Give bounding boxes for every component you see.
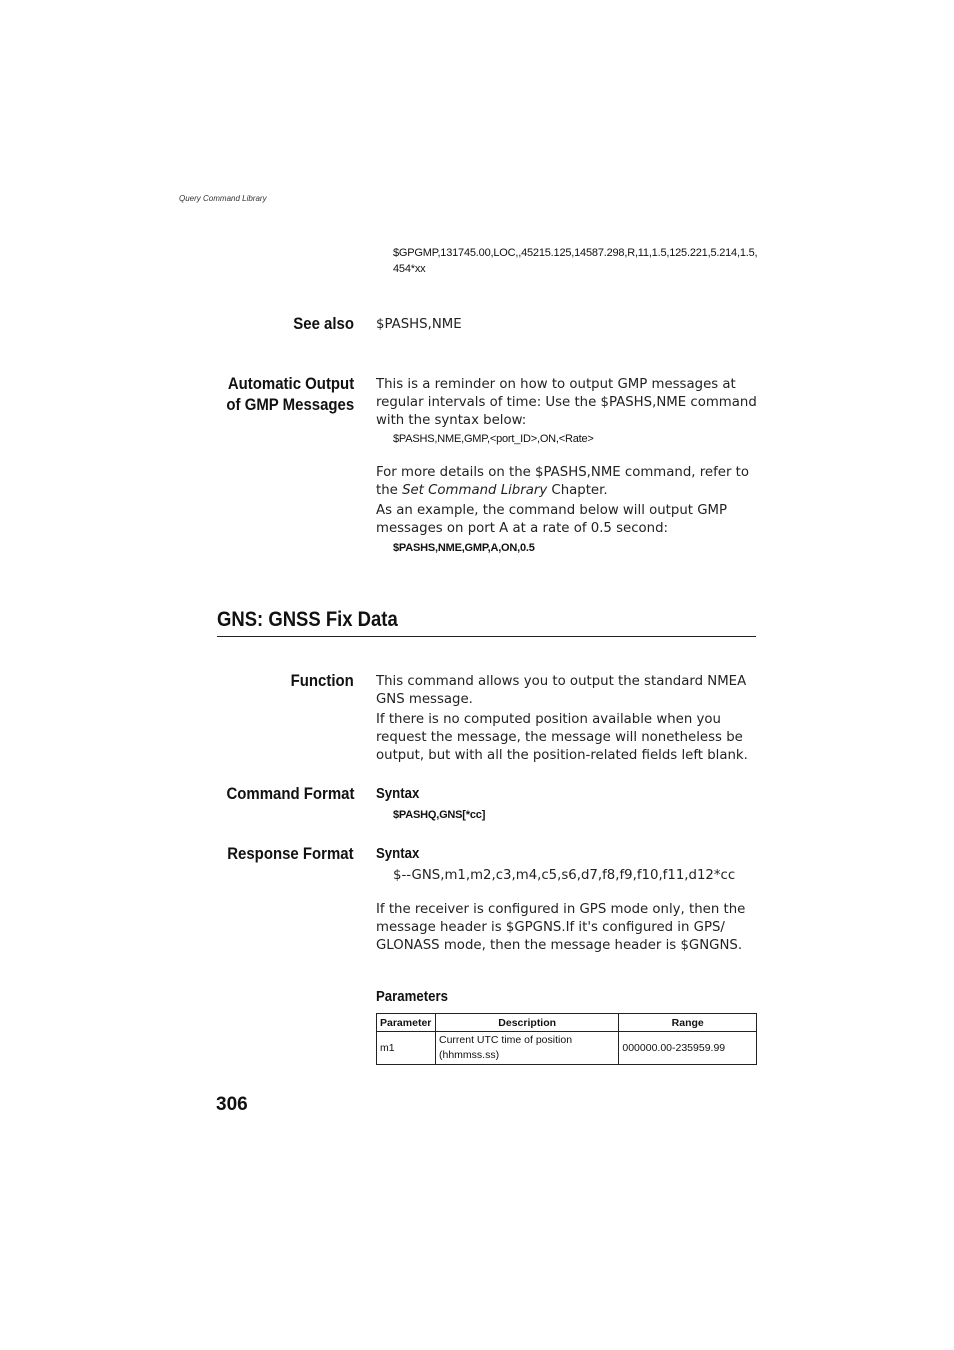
response-format-heading: Response Format bbox=[227, 844, 354, 863]
cell-parameter: m1 bbox=[377, 1032, 436, 1065]
command-format-syntax-heading: Syntax bbox=[376, 785, 420, 802]
command-format-syntax: $PASHQ,GNS[*cc] bbox=[393, 809, 486, 821]
cell-description-line1: Current UTC time of position bbox=[438, 1034, 573, 1046]
cell-range: 000000.00-235959.99 bbox=[619, 1032, 757, 1065]
see-also-heading: See also bbox=[293, 314, 354, 333]
cell-description bbox=[435, 1032, 618, 1065]
response-format-para: If the receiver is configured in GPS mode only, then the message header is $GPGNS.If it's configured in GPS/ GLONASS mode, then the message header is $GNGNS. bbox=[376, 902, 746, 953]
running-header: Query Command Library bbox=[179, 194, 267, 203]
see-also-value: $PASHS,NME bbox=[376, 317, 462, 332]
function-para2: If there is no computed position available when you request the message, the message will nonetheless be output, but with all the position-related fields left blank. bbox=[376, 712, 748, 763]
section-title: GNS: GNSS Fix Data bbox=[217, 608, 398, 631]
set-command-library-ref: Set Command Library bbox=[402, 483, 548, 498]
parameters-table bbox=[376, 1013, 757, 1065]
para2-suffix: Chapter. bbox=[547, 483, 608, 498]
table-row bbox=[377, 1032, 757, 1065]
command-format-heading: Command Format bbox=[225, 784, 354, 803]
response-format-syntax: $--GNS,m1,m2,c3,m4,c5,s6,d7,f8,f9,f10,f11,d12*cc bbox=[393, 868, 736, 883]
response-format-syntax-heading: Syntax bbox=[376, 845, 420, 862]
auto-output-para1: This is a reminder on how to output GMP messages at regular intervals of time: Use the $PASHS,NME command with the syntax below: bbox=[376, 377, 757, 428]
col-header-range: Range bbox=[619, 1014, 757, 1032]
function-heading: Function bbox=[290, 671, 354, 690]
example-output-line2: 454*xx bbox=[393, 263, 426, 275]
col-header-description: Description bbox=[435, 1014, 618, 1032]
cell-description-line2: (hhmmss.ss) bbox=[438, 1049, 500, 1061]
auto-output-example: $PASHS,NME,GMP,A,ON,0.5 bbox=[393, 542, 535, 554]
page-number: 306 bbox=[216, 1094, 248, 1115]
auto-output-heading-line2: of GMP Messages bbox=[226, 395, 354, 414]
auto-output-syntax: $PASHS,NME,GMP,<port_ID>,ON,<Rate> bbox=[393, 433, 594, 445]
function-para1: This command allows you to output the standard NMEA GNS message. bbox=[376, 674, 747, 707]
auto-output-heading-line1: Automatic Output bbox=[227, 374, 354, 393]
auto-output-para3: As an example, the command below will output GMP messages on port A at a rate of 0.5 second: bbox=[376, 503, 727, 536]
table-header-row bbox=[377, 1014, 757, 1032]
auto-output-heading bbox=[226, 373, 354, 415]
col-header-parameter: Parameter bbox=[377, 1014, 436, 1032]
example-output-line1: $GPGMP,131745.00,LOC,,45215.125,14587.298,R,11,1.5,125.221,5.214,1.5, bbox=[393, 247, 758, 259]
parameters-heading: Parameters bbox=[376, 988, 448, 1005]
section-rule bbox=[217, 636, 756, 637]
para2-prefix: For more details on the $PASHS,NME command, refer to the bbox=[376, 465, 749, 498]
auto-output-para2 bbox=[376, 464, 761, 500]
